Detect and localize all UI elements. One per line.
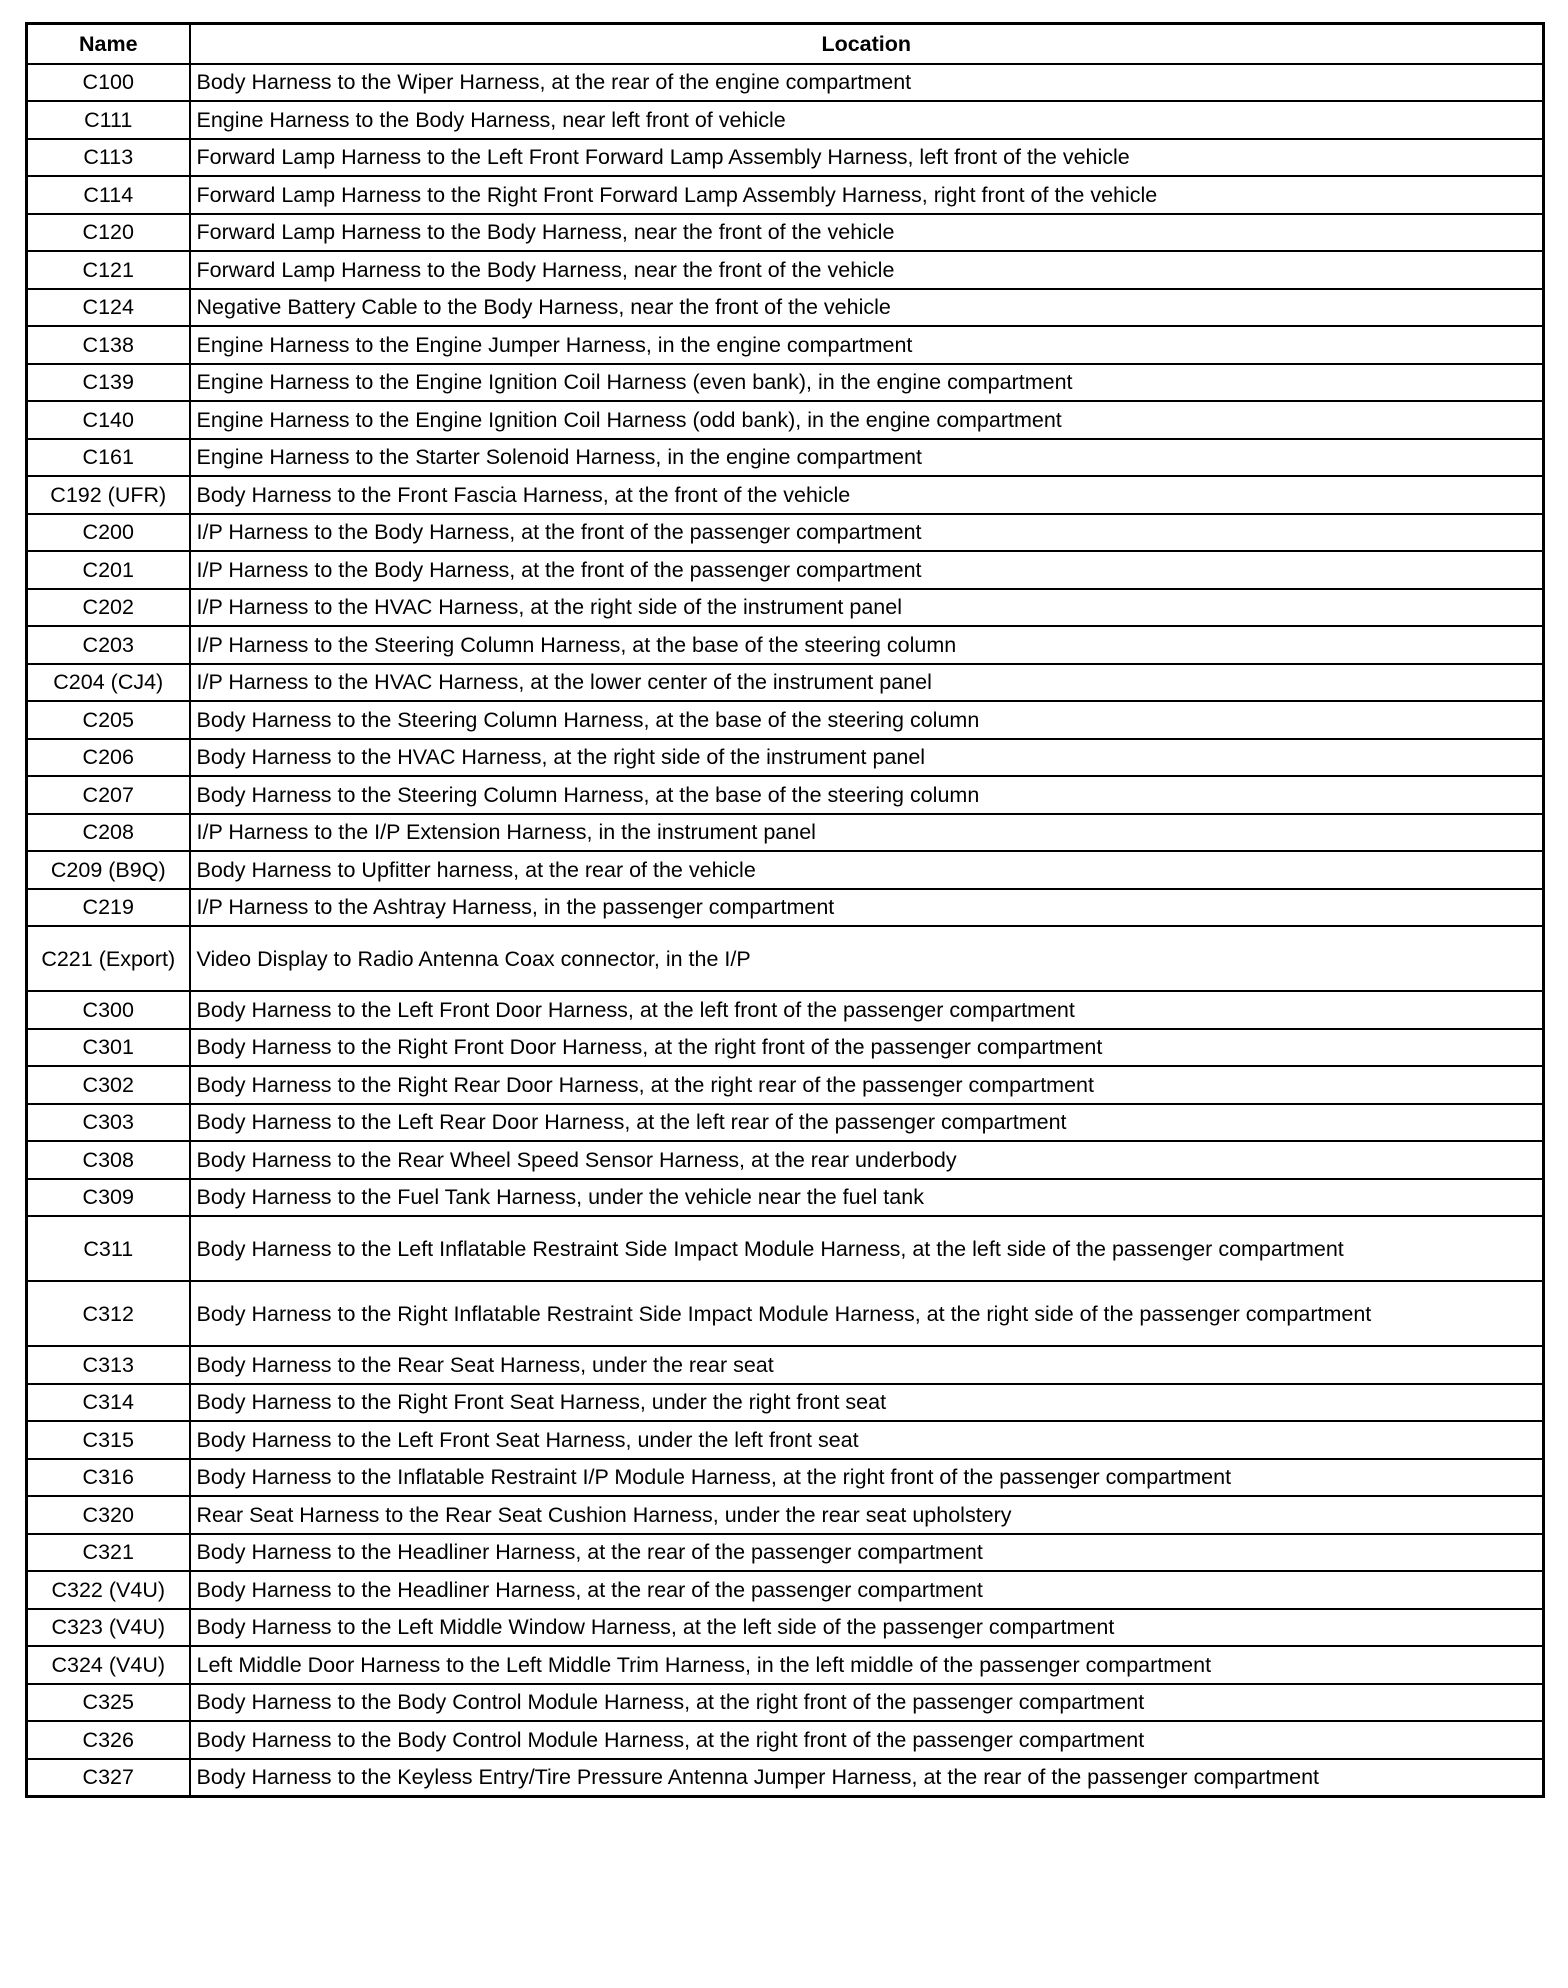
table-row [27, 1216, 1544, 1281]
table-row [27, 476, 1544, 514]
connector-name-cell: C139 [27, 364, 190, 402]
connector-name-cell: C207 [27, 776, 190, 814]
table-row [27, 1066, 1544, 1104]
connector-name-cell: C315 [27, 1421, 190, 1459]
table-row [27, 664, 1544, 702]
connector-name-cell: C140 [27, 401, 190, 439]
connector-location-cell: Forward Lamp Harness to the Body Harness, near the front of the vehicle [190, 251, 1544, 289]
table-row [27, 739, 1544, 777]
connector-name-cell: C326 [27, 1721, 190, 1759]
connector-name-cell: C221 (Export) [27, 926, 190, 991]
table-row [27, 1421, 1544, 1459]
table-row [27, 1104, 1544, 1142]
connector-location-cell: Body Harness to the Wiper Harness, at the rear of the engine compartment [190, 64, 1544, 102]
table-row [27, 889, 1544, 927]
connector-name-cell: C200 [27, 514, 190, 552]
connector-name-cell: C324 (V4U) [27, 1646, 190, 1684]
connector-name-cell: C320 [27, 1496, 190, 1534]
table-row [27, 589, 1544, 627]
connector-location-cell: Forward Lamp Harness to the Left Front Forward Lamp Assembly Harness, left front of the vehicle [190, 139, 1544, 177]
connector-name-cell: C192 (UFR) [27, 476, 190, 514]
connector-name-cell: C303 [27, 1104, 190, 1142]
table-row [27, 439, 1544, 477]
table-row [27, 1029, 1544, 1067]
connector-name-cell: C325 [27, 1684, 190, 1722]
connector-location-cell: Body Harness to the Front Fascia Harness, at the front of the vehicle [190, 476, 1544, 514]
connector-name-cell: C327 [27, 1759, 190, 1797]
connector-location-cell: I/P Harness to the Steering Column Harness, at the base of the steering column [190, 626, 1544, 664]
connector-location-cell: Video Display to Radio Antenna Coax connector, in the I/P [190, 926, 1544, 991]
connector-name-cell: C219 [27, 889, 190, 927]
table-row [27, 1384, 1544, 1422]
table-row [27, 1721, 1544, 1759]
connector-location-cell: Body Harness to Upfitter harness, at the rear of the vehicle [190, 851, 1544, 889]
connector-name-cell: C138 [27, 326, 190, 364]
connector-location-cell: Body Harness to the Inflatable Restraint I/P Module Harness, at the right front of the passenger compartment [190, 1459, 1544, 1497]
table-row [27, 364, 1544, 402]
header-name: Name [27, 24, 190, 64]
connector-location-cell: Body Harness to the Steering Column Harness, at the base of the steering column [190, 776, 1544, 814]
table-row [27, 401, 1544, 439]
connector-location-cell: Body Harness to the Body Control Module Harness, at the right front of the passenger compartment [190, 1684, 1544, 1722]
table-row [27, 139, 1544, 177]
table-row [27, 1684, 1544, 1722]
connector-name-cell: C309 [27, 1179, 190, 1217]
table-row [27, 1179, 1544, 1217]
table-row [27, 1496, 1544, 1534]
connector-name-cell: C322 (V4U) [27, 1571, 190, 1609]
table-row [27, 514, 1544, 552]
connector-location-cell: Body Harness to the Right Rear Door Harness, at the right rear of the passenger compartment [190, 1066, 1544, 1104]
connector-name-cell: C206 [27, 739, 190, 777]
connector-name-cell: C302 [27, 1066, 190, 1104]
connector-name-cell: C313 [27, 1346, 190, 1384]
connector-location-cell: Body Harness to the Headliner Harness, at the rear of the passenger compartment [190, 1534, 1544, 1572]
connector-location-cell: I/P Harness to the Body Harness, at the front of the passenger compartment [190, 514, 1544, 552]
connector-location-cell: I/P Harness to the Body Harness, at the front of the passenger compartment [190, 551, 1544, 589]
table-header-row [27, 24, 1544, 64]
connector-location-cell: Body Harness to the Left Middle Window Harness, at the left side of the passenger compartment [190, 1609, 1544, 1647]
connector-name-cell: C316 [27, 1459, 190, 1497]
connector-name-cell: C311 [27, 1216, 190, 1281]
connector-name-cell: C209 (B9Q) [27, 851, 190, 889]
connector-table-container [25, 22, 1542, 1798]
connector-location-cell: Engine Harness to the Engine Ignition Coil Harness (even bank), in the engine compartment [190, 364, 1544, 402]
header-location: Location [190, 24, 1544, 64]
connector-name-cell: C100 [27, 64, 190, 102]
table-row [27, 101, 1544, 139]
connector-location-cell: Left Middle Door Harness to the Left Middle Trim Harness, in the left middle of the passenger compartment [190, 1646, 1544, 1684]
connector-name-cell: C120 [27, 214, 190, 252]
table-row [27, 1646, 1544, 1684]
connector-name-cell: C323 (V4U) [27, 1609, 190, 1647]
connector-location-cell: Body Harness to the Left Front Door Harness, at the left front of the passenger compartment [190, 991, 1544, 1029]
table-row [27, 1759, 1544, 1797]
connector-name-cell: C124 [27, 289, 190, 327]
connector-location-cell: Engine Harness to the Engine Ignition Coil Harness (odd bank), in the engine compartment [190, 401, 1544, 439]
connector-location-cell: I/P Harness to the Ashtray Harness, in the passenger compartment [190, 889, 1544, 927]
connector-name-cell: C161 [27, 439, 190, 477]
connector-location-cell: Engine Harness to the Starter Solenoid Harness, in the engine compartment [190, 439, 1544, 477]
table-row [27, 551, 1544, 589]
table-row [27, 1346, 1544, 1384]
connector-name-cell: C321 [27, 1534, 190, 1572]
connector-name-cell: C201 [27, 551, 190, 589]
connector-location-cell: Body Harness to the Right Front Door Harness, at the right front of the passenger compartment [190, 1029, 1544, 1067]
table-row [27, 1281, 1544, 1346]
connector-location-cell: I/P Harness to the HVAC Harness, at the right side of the instrument panel [190, 589, 1544, 627]
connector-name-cell: C114 [27, 176, 190, 214]
table-row [27, 64, 1544, 102]
table-body [27, 64, 1544, 1797]
connector-location-cell: I/P Harness to the HVAC Harness, at the lower center of the instrument panel [190, 664, 1544, 702]
table-row [27, 1609, 1544, 1647]
table-row [27, 701, 1544, 739]
connector-location-cell: Body Harness to the Rear Seat Harness, under the rear seat [190, 1346, 1544, 1384]
table-row [27, 1571, 1544, 1609]
connector-location-cell: Forward Lamp Harness to the Right Front Forward Lamp Assembly Harness, right front of the vehicle [190, 176, 1544, 214]
connector-location-cell: Engine Harness to the Body Harness, near left front of vehicle [190, 101, 1544, 139]
connector-name-cell: C208 [27, 814, 190, 852]
connector-location-cell: Body Harness to the Body Control Module Harness, at the right front of the passenger compartment [190, 1721, 1544, 1759]
table-row [27, 1534, 1544, 1572]
connector-name-cell: C312 [27, 1281, 190, 1346]
connector-name-cell: C300 [27, 991, 190, 1029]
table-row [27, 251, 1544, 289]
table-row [27, 1141, 1544, 1179]
connector-location-cell: Body Harness to the Headliner Harness, at the rear of the passenger compartment [190, 1571, 1544, 1609]
table-row [27, 214, 1544, 252]
connector-name-cell: C111 [27, 101, 190, 139]
connector-name-cell: C202 [27, 589, 190, 627]
connector-name-cell: C205 [27, 701, 190, 739]
table-row [27, 851, 1544, 889]
table-row [27, 1459, 1544, 1497]
connector-location-cell: Body Harness to the Keyless Entry/Tire Pressure Antenna Jumper Harness, at the rear of the passenger compartment [190, 1759, 1544, 1797]
connector-location-cell: Body Harness to the Steering Column Harness, at the base of the steering column [190, 701, 1544, 739]
connector-name-cell: C204 (CJ4) [27, 664, 190, 702]
connector-location-cell: Negative Battery Cable to the Body Harness, near the front of the vehicle [190, 289, 1544, 327]
connector-location-cell: Forward Lamp Harness to the Body Harness, near the front of the vehicle [190, 214, 1544, 252]
connector-location-cell: Body Harness to the Fuel Tank Harness, under the vehicle near the fuel tank [190, 1179, 1544, 1217]
connector-location-cell: Body Harness to the Left Rear Door Harness, at the left rear of the passenger compartment [190, 1104, 1544, 1142]
connector-name-cell: C314 [27, 1384, 190, 1422]
connector-location-cell: Body Harness to the Right Inflatable Restraint Side Impact Module Harness, at the right side of the passenger compartment [190, 1281, 1544, 1346]
connector-location-table [25, 22, 1545, 1798]
table-row [27, 326, 1544, 364]
connector-location-cell: Body Harness to the Rear Wheel Speed Sensor Harness, at the rear underbody [190, 1141, 1544, 1179]
table-row [27, 289, 1544, 327]
connector-location-cell: Body Harness to the HVAC Harness, at the right side of the instrument panel [190, 739, 1544, 777]
table-row [27, 991, 1544, 1029]
connector-name-cell: C121 [27, 251, 190, 289]
table-row [27, 776, 1544, 814]
connector-name-cell: C301 [27, 1029, 190, 1067]
connector-name-cell: C308 [27, 1141, 190, 1179]
connector-location-cell: Rear Seat Harness to the Rear Seat Cushion Harness, under the rear seat upholstery [190, 1496, 1544, 1534]
connector-location-cell: Body Harness to the Left Front Seat Harness, under the left front seat [190, 1421, 1544, 1459]
connector-name-cell: C113 [27, 139, 190, 177]
connector-location-cell: Body Harness to the Left Inflatable Restraint Side Impact Module Harness, at the left side of the passenger compartment [190, 1216, 1544, 1281]
connector-location-cell: Body Harness to the Right Front Seat Harness, under the right front seat [190, 1384, 1544, 1422]
connector-name-cell: C203 [27, 626, 190, 664]
table-row [27, 926, 1544, 991]
table-row [27, 176, 1544, 214]
connector-location-cell: I/P Harness to the I/P Extension Harness, in the instrument panel [190, 814, 1544, 852]
connector-location-cell: Engine Harness to the Engine Jumper Harness, in the engine compartment [190, 326, 1544, 364]
table-row [27, 814, 1544, 852]
table-row [27, 626, 1544, 664]
